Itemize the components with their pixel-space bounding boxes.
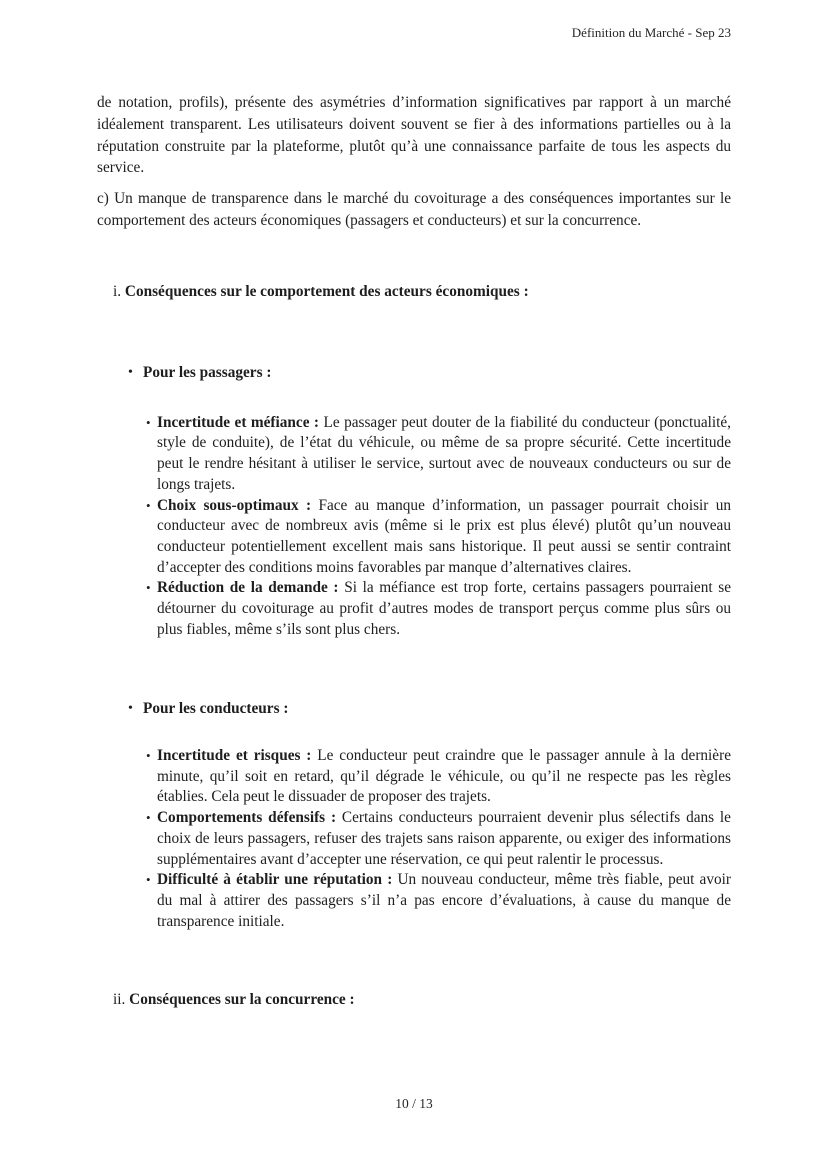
item-text: Le passager peut douter de la fiabilité du conducteur (ponctualité, style de conduite), de l’état du véhicule, ou même de sa propre sécurité. Cette incertitude peut le rendre hésitant à utiliser le service, surtout avec de nouveaux conducteurs ou sur de longs trajets. (157, 413, 732, 493)
item-lead: Incertitude et risques : (157, 747, 312, 765)
bullet-icon: • (146, 580, 151, 596)
page-header (97, 25, 731, 41)
section-title: Conséquences sur le comportement des acteurs économiques : (124, 282, 529, 300)
item-text: Face au manque d’information, un passager pourrait choisir un conducteur avec de nombreux avis (même si le prix est plus élevé) plutôt qu’un nouveau conducteur potentiellement excellent mais sans historique. Il peut aussi se sentir contraint d’accepter des conditions moins favorables par manque d’alternatives claires. (157, 496, 732, 576)
bullet-icon: • (146, 748, 151, 764)
bullet-icon: • (128, 700, 133, 716)
item-text: Si la méfiance est trop forte, certains passagers pourraient se détourner du covoiturage au profit d’autres modes de transport perçus comme plus sûrs ou plus fiables, même s’ils sont plus chers. (157, 579, 732, 638)
list-item (146, 496, 731, 579)
list-item (146, 808, 731, 870)
page-number: 10 / 13 (395, 1096, 433, 1111)
section-numeral: i. (113, 282, 122, 300)
bullet-icon: • (146, 872, 151, 888)
passengers-group-label (128, 362, 731, 384)
group-label-text: Pour les passagers : (143, 364, 272, 382)
list-item-text-block (157, 413, 731, 496)
list-item (146, 578, 731, 640)
bullet-icon: • (146, 810, 151, 826)
passengers-list (146, 413, 731, 641)
drivers-group-label (128, 698, 731, 720)
list-item (146, 413, 731, 496)
bullet-icon: • (146, 414, 151, 430)
section-heading-competition (113, 989, 731, 1011)
item-lead: Incertitude et méfiance : (157, 413, 320, 431)
list-item-text-block (157, 578, 731, 640)
list-item-text-block (157, 808, 731, 870)
list-item-text-block (157, 870, 731, 932)
bullet-icon: • (128, 365, 133, 381)
group-label-text: Pour les conducteurs : (143, 699, 289, 717)
item-text: Certains conducteurs pourraient devenir plus sélectifs dans le choix de leurs passagers, refuser des trajets sans raison apparente, ou exiger des informations supplémentaires avant d’accepter une réservation, ce qui peut ralentir le processus. (157, 809, 731, 868)
item-text: Le conducteur peut craindre que le passager annule à la dernière minute, qu’il soit en retard, qu’il dégrade le véhicule, ou qu’il ne respecte pas les règles établies. Cela peut le dissuader de proposer des trajets. (157, 747, 731, 806)
list-item (146, 870, 731, 932)
section-title: Conséquences sur la concurrence : (129, 991, 355, 1009)
page-content (97, 92, 731, 1011)
header-title: Définition du Marché - Sep 23 (571, 25, 731, 40)
section-heading-economic-actors (113, 281, 731, 303)
section-numeral: ii. (113, 991, 126, 1009)
paragraph-c: c) Un manque de transparence dans le marché du covoiturage a des conséquences importantes sur le comportement des acteurs économiques (passagers et conducteurs) et sur la concurrence. (97, 190, 731, 229)
item-lead: Réduction de la demande : (157, 579, 339, 597)
drivers-list (146, 746, 731, 932)
item-lead: Comportements défensifs : (157, 809, 337, 827)
item-text: Un nouveau conducteur, même très fiable, peut avoir du mal à attirer des passagers s’il n’a pas encore d’évaluations, à cause du manque de transparence initiale. (157, 871, 731, 930)
page-footer (0, 1096, 828, 1112)
item-lead: Difficulté à établir une réputation : (157, 871, 393, 889)
item-lead: Choix sous-optimaux : (157, 496, 312, 514)
list-item-text-block (157, 496, 731, 579)
list-item (146, 746, 731, 808)
paragraph-continuation: de notation, profils), présente des asymétries d’information significatives par rapport à un marché idéalement transparent. Les utilisateurs doivent souvent se fier à des informations partielles ou à la réputation construite par la plateforme, plutôt qu’à une connaissance parfaite de tous les aspects du service. (97, 94, 731, 177)
bullet-icon: • (146, 497, 151, 513)
list-item-text-block (157, 746, 731, 808)
